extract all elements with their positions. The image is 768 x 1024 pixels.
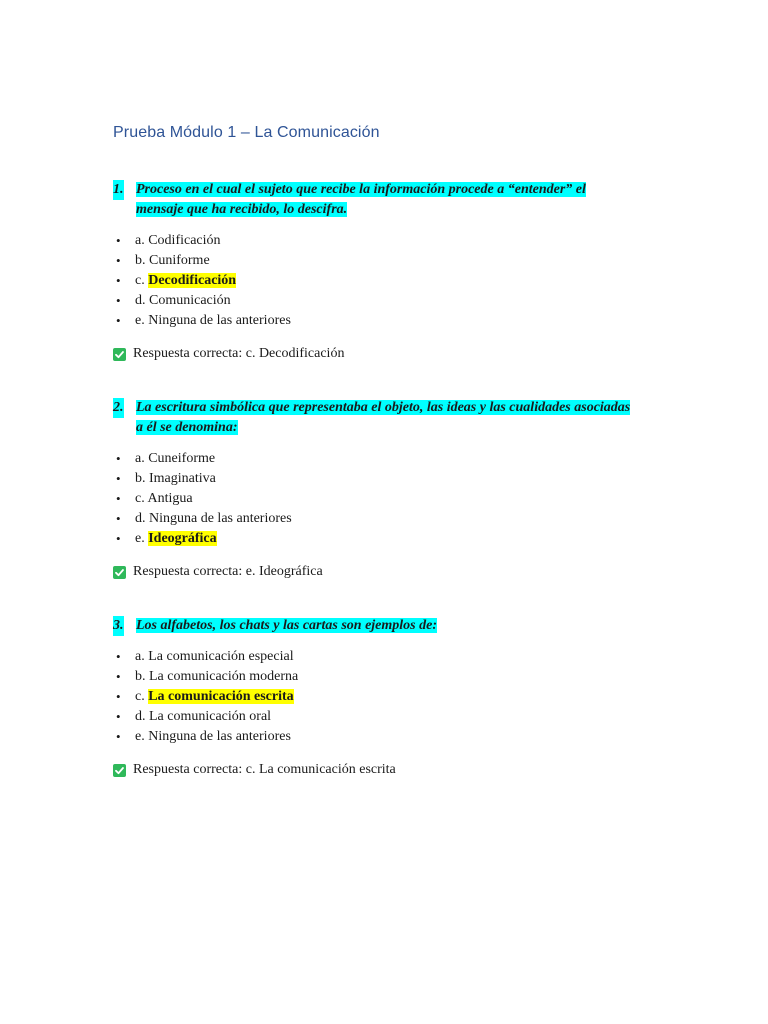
option-item — [113, 489, 633, 509]
option-item — [113, 727, 633, 747]
question-prompt: La escritura simbólica que representaba el objeto, las ideas y las cualidades asociadas a él se denomina: — [136, 400, 631, 435]
option-text: Antigua — [147, 491, 193, 506]
option-item — [113, 667, 633, 687]
option-prefix: a. — [135, 649, 149, 664]
option-prefix: b. — [135, 669, 149, 684]
option-item-correct — [113, 529, 633, 549]
bullet-icon: • — [116, 233, 121, 248]
question-text — [113, 180, 633, 220]
option-prefix: a. — [135, 451, 149, 466]
option-text: La comunicación moderna — [149, 669, 299, 684]
options-list — [113, 449, 633, 549]
correct-answer — [113, 760, 633, 780]
question-prompt: Los alfabetos, los chats y las cartas son ejemplos de: — [136, 618, 437, 633]
option-text: Ninguna de las anteriores — [149, 511, 292, 526]
option-prefix: a. — [135, 233, 149, 248]
correct-answer-text: Respuesta correcta: c. La comunicación escrita — [133, 762, 396, 777]
option-text-correct: Ideográfica — [148, 531, 217, 546]
option-text: Imaginativa — [149, 471, 216, 486]
option-text-correct: Decodificación — [148, 273, 237, 288]
option-text: Ninguna de las anteriores — [148, 729, 291, 744]
question-2 — [113, 398, 633, 582]
bullet-icon: • — [116, 669, 121, 684]
bullet-icon: • — [116, 729, 121, 744]
bullet-icon: • — [116, 649, 121, 664]
question-number: 3. — [113, 616, 124, 636]
option-prefix: e. — [135, 531, 149, 546]
option-text: Cuniforme — [149, 253, 210, 268]
option-text-correct: La comunicación escrita — [148, 689, 294, 704]
bullet-icon: • — [116, 709, 121, 724]
option-item — [113, 251, 633, 271]
option-item — [113, 291, 633, 311]
option-prefix: d. — [135, 293, 149, 308]
option-prefix: c. — [135, 273, 149, 288]
bullet-icon: • — [116, 491, 121, 506]
question-text — [113, 616, 633, 636]
check-mark-icon — [113, 348, 126, 361]
bullet-icon: • — [116, 253, 121, 268]
question-number: 2. — [113, 398, 124, 418]
bullet-icon: • — [116, 313, 121, 328]
option-item — [113, 469, 633, 489]
option-text: La comunicación oral — [149, 709, 272, 724]
bullet-icon: • — [116, 471, 121, 486]
bullet-icon: • — [116, 273, 121, 288]
option-prefix: b. — [135, 253, 149, 268]
option-item — [113, 707, 633, 727]
bullet-icon: • — [116, 511, 121, 526]
option-item — [113, 647, 633, 667]
option-item — [113, 509, 633, 529]
question-prompt: Proceso en el cual el sujeto que recibe la información procede a “entender” el mensaje que ha recibido, lo descifra. — [136, 182, 586, 217]
bullet-icon: • — [116, 451, 121, 466]
option-item-correct — [113, 271, 633, 291]
option-prefix: e. — [135, 313, 149, 328]
option-prefix: c. — [135, 491, 148, 506]
option-item — [113, 449, 633, 469]
option-text: Ninguna de las anteriores — [148, 313, 291, 328]
option-text: La comunicación especial — [148, 649, 294, 664]
bullet-icon: • — [116, 531, 121, 546]
correct-answer-text: Respuesta correcta: e. Ideográfica — [133, 564, 323, 579]
question-text — [113, 398, 633, 438]
bullet-icon: • — [116, 689, 121, 704]
question-3 — [113, 616, 633, 780]
option-item — [113, 311, 633, 331]
options-list — [113, 647, 633, 747]
question-1 — [113, 180, 633, 364]
option-text: Cuneiforme — [148, 451, 216, 466]
page-title: Prueba Módulo 1 – La Comunicación — [113, 124, 380, 141]
option-prefix: e. — [135, 729, 149, 744]
option-prefix: d. — [135, 709, 149, 724]
option-prefix: b. — [135, 471, 149, 486]
option-item — [113, 231, 633, 251]
check-mark-icon — [113, 764, 126, 777]
question-number: 1. — [113, 180, 124, 200]
option-prefix: c. — [135, 689, 149, 704]
bullet-icon: • — [116, 293, 121, 308]
option-text: Comunicación — [149, 293, 231, 308]
correct-answer-text: Respuesta correcta: c. Decodificación — [133, 346, 345, 361]
correct-answer — [113, 562, 633, 582]
correct-answer — [113, 344, 633, 364]
option-prefix: d. — [135, 511, 149, 526]
options-list — [113, 231, 633, 331]
option-item-correct — [113, 687, 633, 707]
check-mark-icon — [113, 566, 126, 579]
option-text: Codificación — [148, 233, 221, 248]
